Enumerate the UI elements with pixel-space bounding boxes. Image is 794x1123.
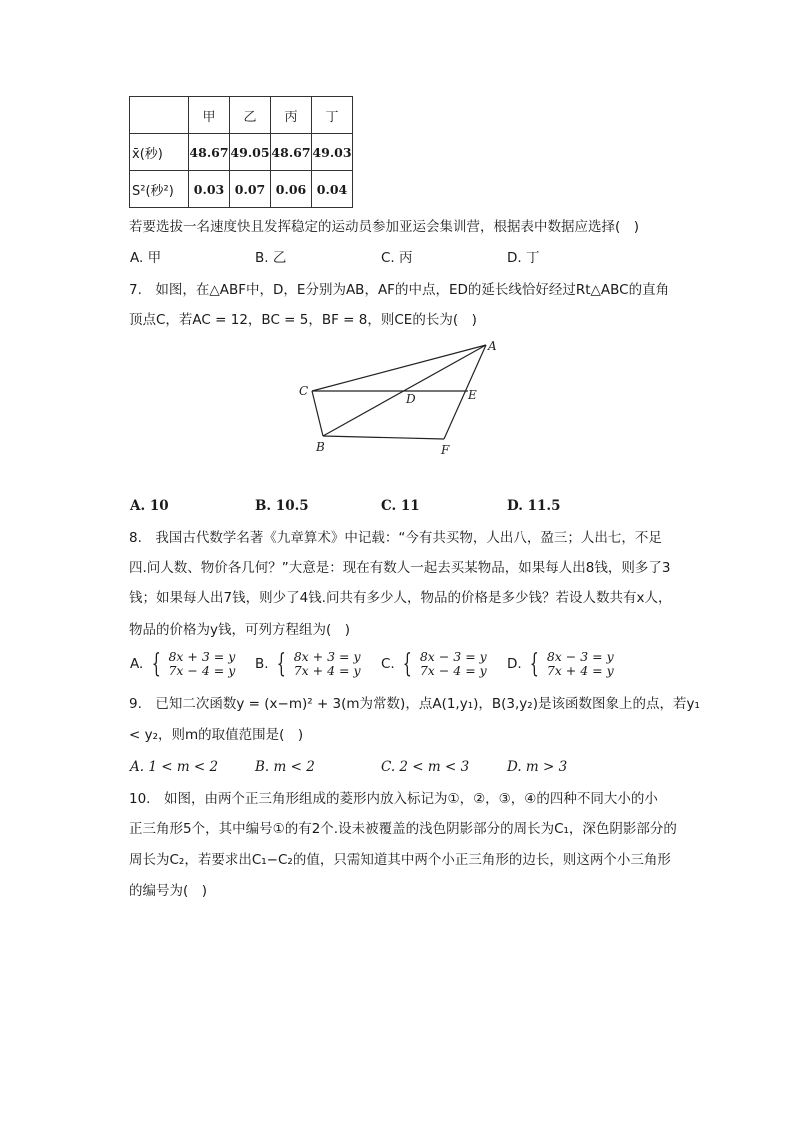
q6-option-c[interactable]: C. 丙 xyxy=(381,250,413,266)
equation-1: 8x + 3 = y xyxy=(293,649,361,664)
equation-system xyxy=(294,650,361,678)
q9-option-a[interactable]: A. 1 < m < 2 xyxy=(130,759,219,775)
equation-system xyxy=(168,650,235,678)
segment-cb xyxy=(312,391,323,436)
label-c: C xyxy=(299,384,309,398)
q7-geometry-figure xyxy=(290,338,510,460)
table-cell: 0.03 xyxy=(189,171,230,208)
q7-line-1: 7. 如图，在△ABF中，D，E分别为AB，AF的中点，ED的延长线恰好经过Rt△ABC的直角 xyxy=(129,282,670,298)
q8-line-4: 物品的价格为y钱，可列方程组为( ) xyxy=(129,622,351,638)
q10-line-4: 的编号为( ) xyxy=(129,883,208,899)
table-cell: 0.07 xyxy=(230,171,271,208)
label-a: A xyxy=(488,339,497,353)
q9-option-b[interactable]: B. m < 2 xyxy=(255,759,315,775)
q7-option-c[interactable]: C. 11 xyxy=(381,498,420,514)
table-row xyxy=(130,171,353,208)
q6-option-d[interactable]: D. 丁 xyxy=(507,250,540,266)
q6-option-a[interactable]: A. 甲 xyxy=(130,250,162,266)
label-e: E xyxy=(468,388,477,402)
equation-2: 7x − 4 = y xyxy=(168,663,236,678)
q9-option-c[interactable]: C. 2 < m < 3 xyxy=(381,759,470,775)
table-header-cell: 丙 xyxy=(271,97,312,134)
table-header-row xyxy=(130,97,353,134)
option-letter: B. xyxy=(255,656,269,672)
table-cell: 48.67 xyxy=(271,134,312,171)
brace-symbol: { xyxy=(276,649,286,679)
table-cell: 49.03 xyxy=(312,134,353,171)
brace-symbol: { xyxy=(529,649,539,679)
brace-symbol: { xyxy=(402,649,412,679)
segment-fa xyxy=(444,345,486,439)
equation-1: 8x − 3 = y xyxy=(419,649,487,664)
q7-option-a[interactable]: A. 10 xyxy=(130,498,169,514)
label-d: D xyxy=(406,392,416,406)
q8-option-a[interactable] xyxy=(130,650,235,678)
q7-option-d[interactable]: D. 11.5 xyxy=(507,498,561,514)
equation-1: 8x + 3 = y xyxy=(168,649,236,664)
q8-option-b[interactable] xyxy=(255,650,361,678)
table-header-cell: 甲 xyxy=(189,97,230,134)
equation-system xyxy=(420,650,487,678)
q9-line-2: < y₂，则m的取值范围是( ) xyxy=(129,727,304,743)
table-header-cell: 乙 xyxy=(230,97,271,134)
label-f: F xyxy=(441,443,450,457)
q7-option-b[interactable]: B. 10.5 xyxy=(255,498,309,514)
q10-line-2: 正三角形5个，其中编号①的有2个.设未被覆盖的浅色阴影部分的周长为C₁，深色阴影部分的 xyxy=(129,821,677,837)
q6-stem: 若要选拔一名速度快且发挥稳定的运动员参加亚运会集训营，根据表中数据应选择( ) xyxy=(129,219,640,235)
equation-2: 7x + 4 = y xyxy=(293,663,361,678)
segment-bf xyxy=(323,436,444,439)
segment-ca xyxy=(312,345,486,391)
q8-line-3: 钱；如果每人出7钱，则少了4钱.问共有多少人，物品的价格是多少钱？若设人数共有x人， xyxy=(129,590,672,606)
q6-option-b[interactable]: B. 乙 xyxy=(255,250,287,266)
table-header-cell: 丁 xyxy=(312,97,353,134)
option-letter: D. xyxy=(507,656,522,672)
equation-1: 8x − 3 = y xyxy=(546,649,614,664)
table-header-cell xyxy=(130,97,189,134)
q9-line-1: 9. 已知二次函数y = (x−m)² + 3(m为常数)，点A(1,y₁)，B(3,y₂)是该函数图象上的点，若y₁ xyxy=(129,696,700,712)
table-cell: 48.67 xyxy=(189,134,230,171)
equation-system xyxy=(547,650,614,678)
q8-options xyxy=(130,650,690,682)
q8-line-2: 四.问人数、物价各几何？”大意是：现在有数人一起去买某物品，如果每人出8钱，则多了3 xyxy=(129,560,671,576)
equation-2: 7x + 4 = y xyxy=(546,663,614,678)
table-cell: 49.05 xyxy=(230,134,271,171)
option-letter: C. xyxy=(381,656,395,672)
option-letter: A. xyxy=(130,656,144,672)
row-label: x̄(秒) xyxy=(130,134,189,171)
table-cell: 0.04 xyxy=(312,171,353,208)
label-b: B xyxy=(316,440,325,454)
q10-line-3: 周长为C₂，若要求出C₁−C₂的值，只需知道其中两个小正三角形的边长，则这两个小三角形 xyxy=(129,852,671,868)
table-row xyxy=(130,134,353,171)
table-cell: 0.06 xyxy=(271,171,312,208)
q9-option-d[interactable]: D. m > 3 xyxy=(507,759,568,775)
q8-line-1: 8. 我国古代数学名著《九章算术》中记载：“今有共买物，人出八，盈三；人出七，不足 xyxy=(129,530,662,546)
q7-line-2: 顶点C，若AC = 12，BC = 5，BF = 8，则CE的长为( ) xyxy=(129,312,477,328)
equation-2: 7x − 4 = y xyxy=(419,663,487,678)
brace-symbol: { xyxy=(151,649,161,679)
statistics-table xyxy=(129,96,353,208)
q10-line-1: 10. 如图，由两个正三角形组成的菱形内放入标记为①，②，③，④的四种不同大小的小 xyxy=(129,791,658,807)
q8-option-c[interactable] xyxy=(381,650,487,678)
q8-option-d[interactable] xyxy=(507,650,614,678)
row-label: S²(秒²) xyxy=(130,171,189,208)
